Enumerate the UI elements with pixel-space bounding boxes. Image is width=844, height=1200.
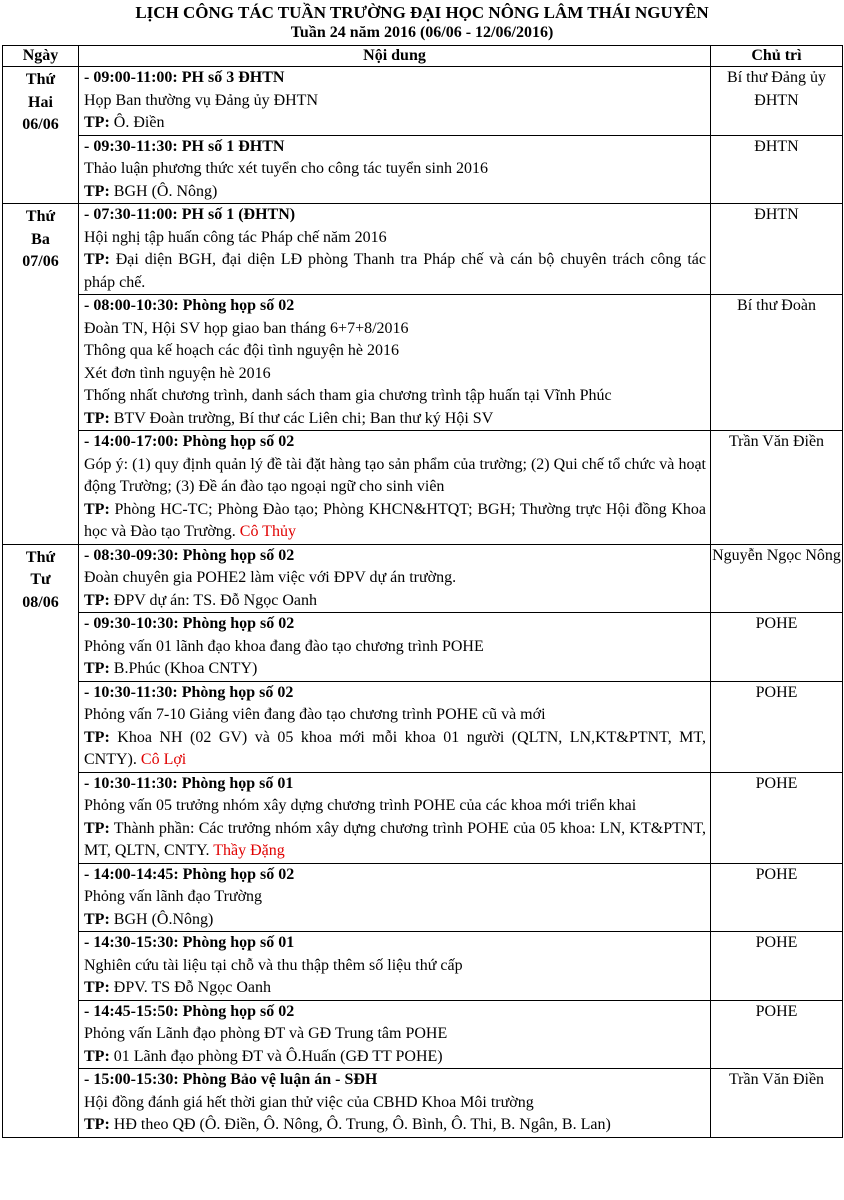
event-participants	[84, 658, 706, 681]
day-line2: Tư	[30, 571, 51, 588]
schedule-row	[3, 681, 843, 772]
event-content	[79, 681, 711, 772]
event-participants	[84, 1114, 706, 1137]
participants-label: TP:	[84, 728, 110, 746]
event-participants	[84, 408, 706, 431]
event-description: Góp ý: (1) quy định quản lý đề tài đặt hàng tạo sản phẩm của trường; (2) Qui chế tổ chức và hoạt động Trường; (3) Đề án đào tạo ngoại ngữ cho sinh viên	[84, 455, 706, 495]
event-content	[79, 67, 711, 136]
participants-text: Thành phần: Các trưởng nhóm xây dựng chương trình POHE của 05 khoa: LN, KT&PTNT, MT, QLTN, CNTY.	[84, 819, 706, 859]
day-cell	[3, 67, 79, 204]
host-cell: ĐHTN	[711, 135, 843, 204]
event-description: Thảo luận phương thức xét tuyển cho công tác tuyển sinh 2016	[84, 160, 488, 177]
event-description: Nghiên cứu tài liệu tại chỗ và thu thập thêm số liệu thứ cấp	[84, 956, 463, 974]
participants-label: TP:	[84, 910, 110, 928]
schedule-table	[2, 45, 843, 1138]
event-description: Phỏng vấn Lãnh đạo phòng ĐT và GĐ Trung tâm POHE	[84, 1025, 448, 1042]
event-description: Họp Ban thường vụ Đảng ủy ĐHTN	[84, 91, 318, 109]
event-participants	[84, 1046, 706, 1069]
event-time-place: - 14:00-17:00: Phòng họp số 02	[84, 433, 295, 450]
event-participants	[84, 909, 706, 932]
week-subtitle: Tuần 24 năm 2016 (06/06 - 12/06/2016)	[290, 24, 554, 41]
event-participants	[84, 112, 706, 135]
event-description: Thống nhất chương trình, danh sách tham gia chương trình tập huấn tại Vĩnh Phúc	[84, 387, 612, 404]
day-line3: 08/06	[22, 593, 59, 611]
participants-text: HĐ theo QĐ (Ô. Điền, Ô. Nông, Ô. Trung, Ô. Bình, Ô. Thi, B. Ngân, B. Lan)	[109, 1116, 611, 1133]
schedule-row	[3, 932, 843, 1001]
participants-text: Đại diện BGH, đại diện LĐ phòng Thanh tra Pháp chế và cán bộ chuyên trách công tác pháp chế.	[84, 251, 706, 291]
event-description: Đoàn TN, Hội SV họp giao ban tháng 6+7+8/2016	[84, 319, 409, 337]
schedule-row	[3, 544, 843, 613]
participants-label: TP:	[84, 819, 110, 837]
header-host: Chủ trì	[711, 46, 843, 67]
event-description: Xét đơn tình nguyện hè 2016	[84, 364, 271, 382]
event-description: Đoàn chuyên gia POHE2 làm việc với ĐPV dự án trường.	[84, 569, 457, 586]
schedule-row	[3, 613, 843, 682]
participants-text: Ô. Điền	[109, 114, 165, 131]
event-content	[79, 295, 711, 431]
participants-text: BGH (Ô. Nông)	[109, 182, 218, 200]
schedule-row	[3, 135, 843, 204]
event-content	[79, 932, 711, 1001]
event-content	[79, 431, 711, 545]
event-participants	[84, 818, 706, 863]
event-time-place: - 14:30-15:30: Phòng họp số 01	[84, 934, 295, 951]
participants-label: TP:	[84, 979, 110, 996]
schedule-row	[3, 204, 843, 295]
day-line3: 07/06	[22, 253, 59, 270]
contact-person: Cô Thủy	[235, 523, 296, 540]
host-cell: Bí thư Đoàn	[711, 295, 843, 431]
event-content	[79, 544, 711, 613]
document-title	[0, 0, 844, 42]
event-time-place: - 08:00-10:30: Phòng họp số 02	[84, 297, 295, 314]
participants-text: B.Phúc (Khoa CNTY)	[109, 660, 258, 677]
event-description: Phỏng vấn 7-10 Giảng viên đang đào tạo chương trình POHE cũ và mới	[84, 706, 546, 723]
host-cell: POHE	[711, 863, 843, 932]
participants-text: 01 Lãnh đạo phòng ĐT và Ô.Huấn (GĐ TT POHE)	[109, 1047, 443, 1065]
page-title: LỊCH CÔNG TÁC TUẦN TRƯỜNG ĐẠI HỌC NÔNG LÂM THÁI NGUYÊN	[135, 3, 709, 22]
event-time-place: - 09:30-10:30: Phòng họp số 02	[84, 615, 295, 632]
contact-person: Cô Lợi	[136, 751, 187, 768]
event-content	[79, 863, 711, 932]
day-line3: 06/06	[22, 116, 59, 133]
host-cell: POHE	[711, 772, 843, 863]
host-cell: Nguyễn Ngọc Nông	[711, 544, 843, 613]
event-description: Hội nghị tập huấn công tác Pháp chế năm 2016	[84, 228, 387, 246]
participants-label: TP:	[84, 591, 110, 609]
participants-text: BTV Đoàn trường, Bí thư các Liên chi; Ban thư ký Hội SV	[109, 409, 494, 427]
schedule-row	[3, 772, 843, 863]
header-content: Nội dung	[79, 46, 711, 67]
participants-label: TP:	[84, 114, 110, 131]
host-cell: POHE	[711, 681, 843, 772]
participants-text: Khoa NH (02 GV) và 05 khoa mới mỗi khoa 01 người (QLTN, LN,KT&PTNT, MT, CNTY).	[84, 728, 706, 768]
day-cell	[3, 204, 79, 545]
host-cell: POHE	[711, 932, 843, 1001]
event-participants	[84, 727, 706, 772]
host-cell: Trần Văn Điền	[711, 431, 843, 545]
schedule-body	[3, 67, 843, 1138]
event-participants	[84, 590, 706, 613]
header-day: Ngày	[3, 46, 79, 67]
event-description: Thông qua kế hoạch các đội tình nguyện hè 2016	[84, 342, 400, 359]
host-cell: POHE	[711, 1000, 843, 1069]
participants-text: ĐPV. TS Đỗ Ngọc Oanh	[109, 979, 271, 996]
host-cell: Bí thư Đảng ủy ĐHTN	[711, 67, 843, 136]
schedule-row	[3, 1000, 843, 1069]
event-time-place: - 08:30-09:30: Phòng họp số 02	[84, 546, 295, 564]
event-content	[79, 1000, 711, 1069]
participants-text: BGH (Ô.Nông)	[109, 910, 214, 928]
event-participants	[84, 181, 706, 204]
event-time-place: - 15:00-15:30: Phòng Bảo vệ luận án - SĐH	[84, 1071, 378, 1088]
participants-text: Phòng HC-TC; Phòng Đào tạo; Phòng KHCN&HTQT; BGH; Thường trực Hội đồng Khoa học và Đào tạo Trường.	[84, 500, 706, 540]
day-line2: Ba	[31, 230, 50, 248]
participants-label: TP:	[84, 409, 110, 427]
day-line1: Thứ	[25, 208, 56, 225]
schedule-row	[3, 431, 843, 545]
event-participants	[84, 499, 706, 544]
participants-label: TP:	[84, 660, 110, 677]
event-time-place: - 09:30-11:30: PH số 1 ĐHTN	[84, 137, 285, 155]
participants-label: TP:	[84, 182, 110, 200]
event-time-place: - 14:00-14:45: Phòng họp số 02	[84, 865, 295, 883]
event-participants	[84, 977, 706, 1000]
schedule-row	[3, 863, 843, 932]
event-content	[79, 613, 711, 682]
event-time-place: - 09:00-11:00: PH số 3 ĐHTN	[84, 69, 285, 86]
participants-label: TP:	[84, 1116, 110, 1133]
event-time-place: - 10:30-11:30: Phòng họp số 01	[84, 774, 294, 792]
event-description: Phỏng vấn lãnh đạo Trường	[84, 888, 263, 905]
contact-person: Thầy Đặng	[209, 842, 285, 859]
schedule-row	[3, 67, 843, 136]
event-time-place: - 10:30-11:30: Phòng họp số 02	[84, 683, 294, 701]
day-line2: Hai	[28, 93, 53, 111]
day-cell	[3, 544, 79, 1137]
host-cell: Trần Văn Điền	[711, 1069, 843, 1138]
participants-text: ĐPV dự án: TS. Đỗ Ngọc Oanh	[109, 591, 317, 609]
host-cell: ĐHTN	[711, 204, 843, 295]
event-description: Hội đồng đánh giá hết thời gian thử việc của CBHD Khoa Môi trường	[84, 1093, 534, 1111]
schedule-row	[3, 295, 843, 431]
day-line1: Thứ	[25, 71, 56, 88]
event-content	[79, 204, 711, 295]
header-row	[3, 46, 843, 67]
event-participants	[84, 249, 706, 294]
participants-label: TP:	[84, 1047, 110, 1065]
day-line1: Thứ	[25, 548, 56, 566]
event-description: Phỏng vấn 01 lãnh đạo khoa đang đào tạo chương trình POHE	[84, 637, 484, 655]
event-content	[79, 135, 711, 204]
event-time-place: - 07:30-11:00: PH số 1 (ĐHTN)	[84, 206, 296, 223]
event-description: Phỏng vấn 05 trưởng nhóm xây dựng chương trình POHE của các khoa mới triển khai	[84, 797, 637, 814]
event-time-place: - 14:45-15:50: Phòng họp số 02	[84, 1002, 295, 1020]
schedule-row	[3, 1069, 843, 1138]
event-content	[79, 1069, 711, 1138]
participants-label: TP:	[84, 500, 110, 518]
participants-label: TP:	[84, 251, 110, 268]
host-cell: POHE	[711, 613, 843, 682]
event-content	[79, 772, 711, 863]
